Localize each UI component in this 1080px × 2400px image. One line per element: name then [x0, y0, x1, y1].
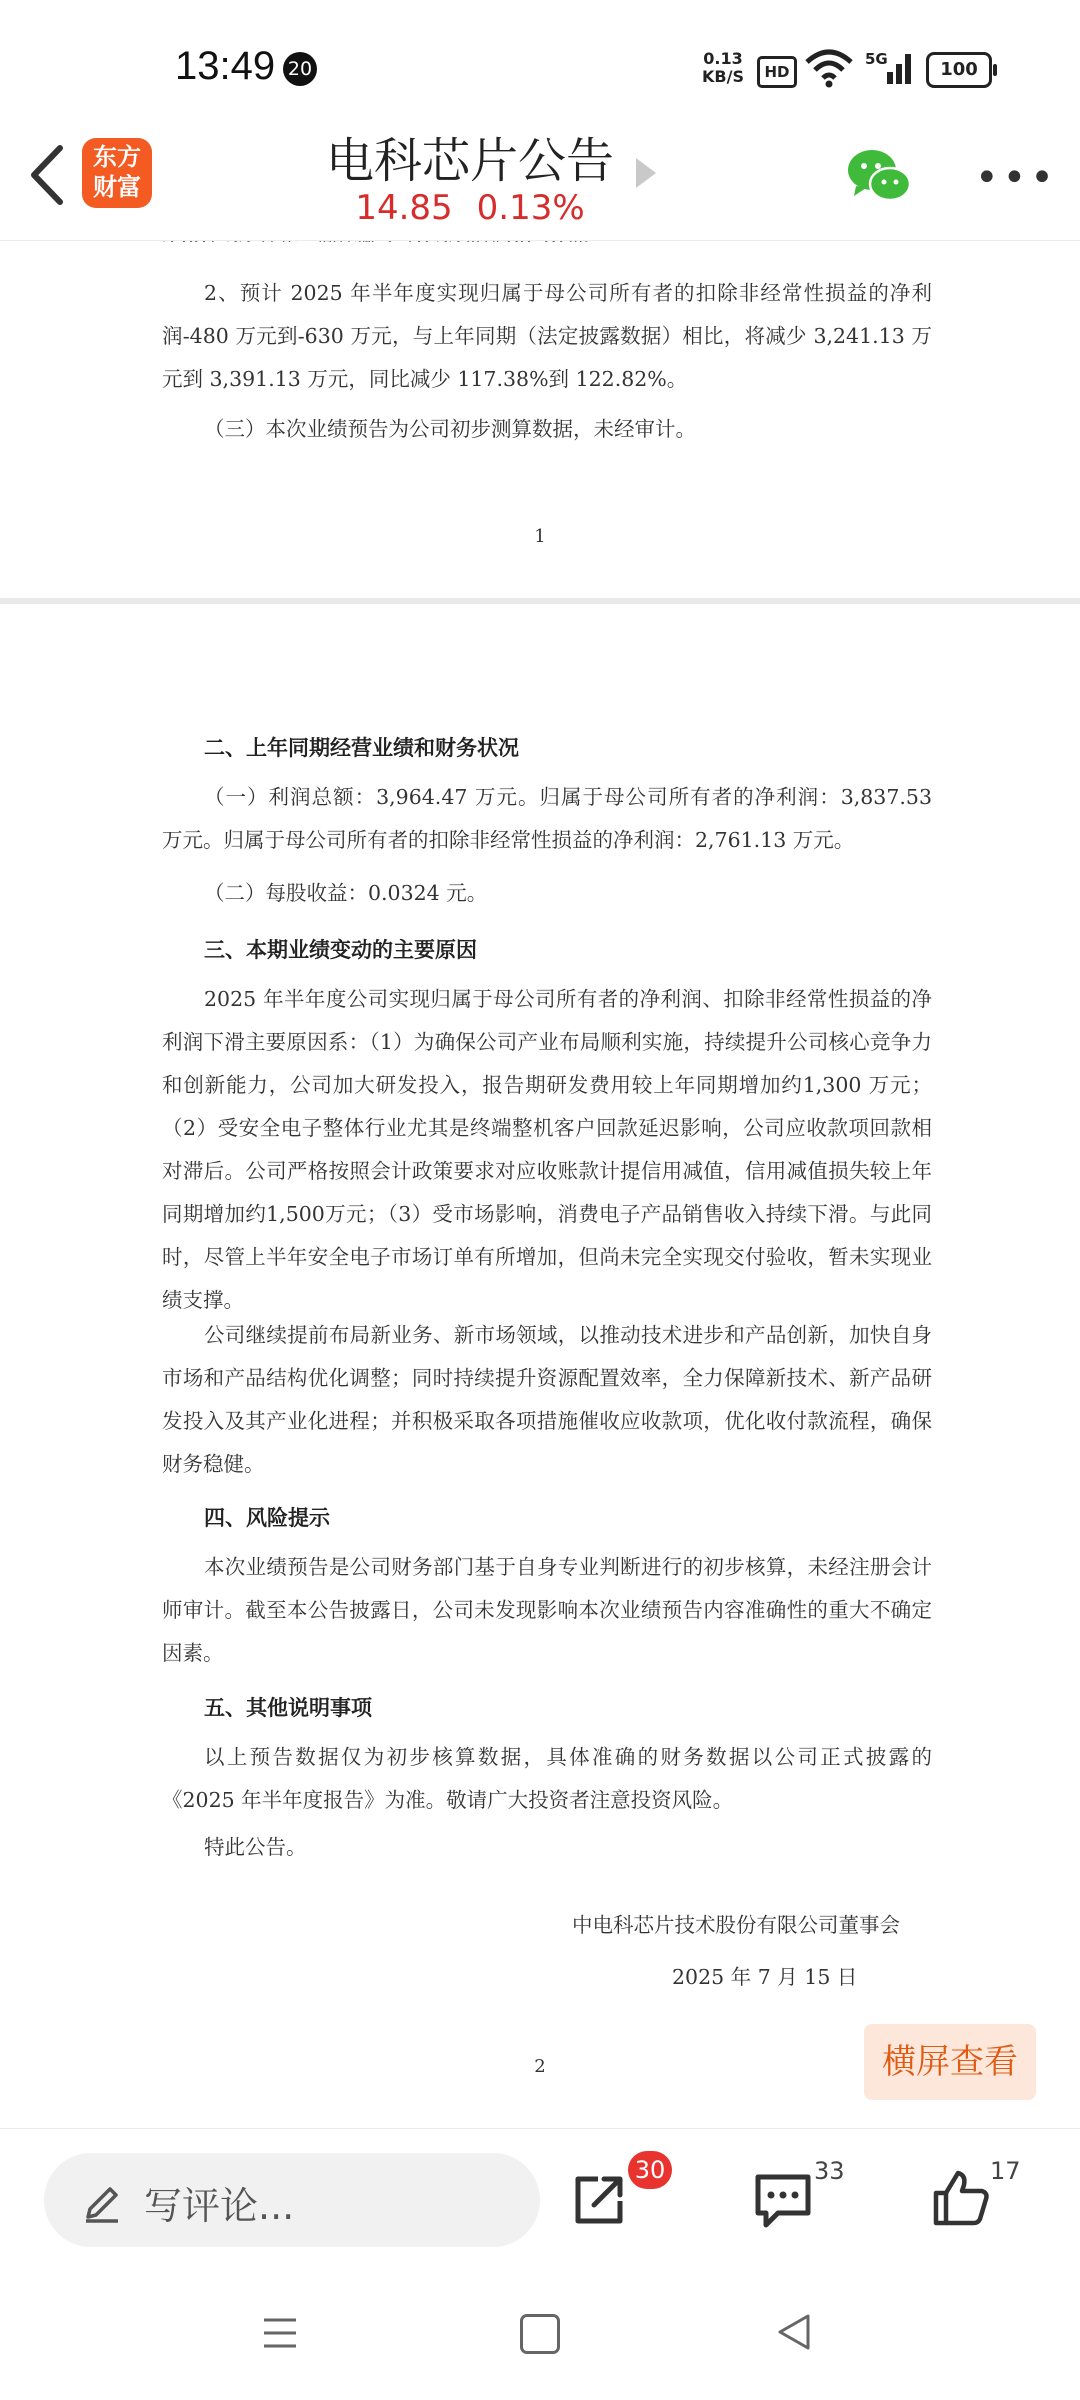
paragraph: 特此公告。 — [204, 1835, 307, 1859]
system-navigation-bar — [0, 2268, 1080, 2400]
more-icon[interactable]: ••• — [975, 155, 1058, 201]
paragraph: 公司继续提前布局新业务、新市场领域，以推动技术进步和产品创新，加快自身市场和产品结构优化调整；同时持续提升资源配置效率，全力保障新技术、新产品研发投入及其产业化进程；并积极采取各项措施催收应收款项，优化收付款流程，确保财务稳健。 — [162, 1323, 932, 1476]
stock-quote — [0, 188, 940, 228]
logo-text-line1: 东方 — [93, 143, 141, 171]
bottom-action-bar — [0, 2128, 1080, 2269]
like-icon[interactable] — [930, 2167, 992, 2229]
comment-count: 33 — [814, 2157, 845, 2185]
cellular-signal-icon — [865, 50, 917, 86]
comment-placeholder: 写评论... — [144, 2184, 295, 2228]
recent-apps-icon[interactable] — [262, 2316, 298, 2350]
stock-change-percent: 0.13% — [476, 188, 585, 228]
battery-icon: 100 — [926, 52, 992, 88]
paragraph: （二）每股收益：0.0324 元。 — [204, 881, 488, 905]
notification-count-badge: 20 — [283, 52, 317, 86]
title-arrow-icon[interactable] — [636, 158, 656, 188]
page-number: 1 — [534, 526, 546, 547]
comment-icon[interactable] — [752, 2169, 814, 2231]
share-count-badge: 30 — [628, 2151, 672, 2189]
section-heading: 四、风险提示 — [204, 1505, 330, 1530]
stock-price: 14.85 — [355, 188, 453, 228]
section-heading: 三、本期业绩变动的主要原因 — [204, 937, 477, 962]
page-number: 2 — [534, 2056, 546, 2077]
back-nav-icon[interactable] — [776, 2312, 812, 2352]
wifi-icon — [805, 48, 853, 88]
pen-icon — [82, 2179, 122, 2223]
paragraph: 以上预告数据仅为初步核算数据，具体准确的财务数据以公司正式披露的《2025 年半年度报告》为准。敬请广大投资者注意投资风险。 — [162, 1745, 932, 1812]
paragraph: （一）利润总额：3,964.47 万元。归属于母公司所有者的净利润：3,837.53 万元。归属于母公司所有者的扣除非经常性损益的净利润：2,761.13 万元。 — [162, 785, 932, 852]
paragraph: 2025 年半年度公司实现归属于母公司所有者的净利润、扣除非经常性损益的净利润下滑主要原因系：（1）为确保公司产业布局顺利实施，持续提升公司核心竞争力和创新能力，公司加大研发投入，报告期研发费用较上年同期增加约1,300 万元；（2）受安全电子整体行业尤其是终端整机客户回款延迟影响，公司应收款项回款相对滞后。公司严格按照会计政策要求对应收账款计提信用减值，信用减值损失较上年同期增加约1,500万元；（3）受市场影响，消费电子产品销售收入持续下滑。与此同时，尽管上半年安全电子市场订单有所增加，但尚未完全实现交付验收，暂未实现业绩支撑。 — [162, 987, 932, 1312]
paragraph: （三）本次业绩预告为公司初步测算数据，未经审计。 — [204, 417, 696, 441]
section-heading: 二、上年同期经营业绩和财务状况 — [204, 735, 519, 760]
paragraph: 2、预计 2025 年半年度实现归属于母公司所有者的扣除非经常性损益的净利润-480 万元到-630 万元，与上年同期（法定披露数据）相比，将减少 3,241.13 万元到 3,391.13 万元，同比减少 117.38%到 122.82%。 — [162, 281, 932, 391]
paragraph: 本次业绩预告是公司财务部门基于自身专业判断进行的初步核算，未经注册会计师审计。截至本公告披露日，公司未发现影响本次业绩预告内容准确性的重大不确定因素。 — [162, 1555, 932, 1665]
hd-icon: HD — [757, 56, 797, 88]
network-type-label: 5G — [865, 50, 888, 68]
app-header — [0, 110, 1080, 241]
page-separator — [0, 598, 1080, 604]
landscape-view-button[interactable]: 横屏查看 — [864, 2024, 1036, 2100]
share-icon[interactable] — [570, 2169, 630, 2229]
network-speed-unit: KB/S — [702, 67, 744, 86]
network-speed — [702, 50, 744, 86]
wechat-icon[interactable] — [846, 148, 912, 204]
comment-input[interactable] — [44, 2153, 540, 2247]
home-icon[interactable] — [520, 2314, 560, 2354]
logo-text-line2: 财富 — [93, 173, 141, 201]
announcement-date: 2025 年 7 月 15 日 — [672, 1965, 858, 1989]
status-time: 13:49 — [175, 44, 276, 88]
page-title: 电科芯片公告 — [325, 133, 614, 189]
like-count: 17 — [990, 2157, 1021, 2185]
section-heading: 五、其他说明事项 — [204, 1695, 372, 1720]
network-speed-value: 0.13 — [703, 49, 743, 68]
signature: 中电科芯片技术股份有限公司董事会 — [572, 1913, 900, 1937]
